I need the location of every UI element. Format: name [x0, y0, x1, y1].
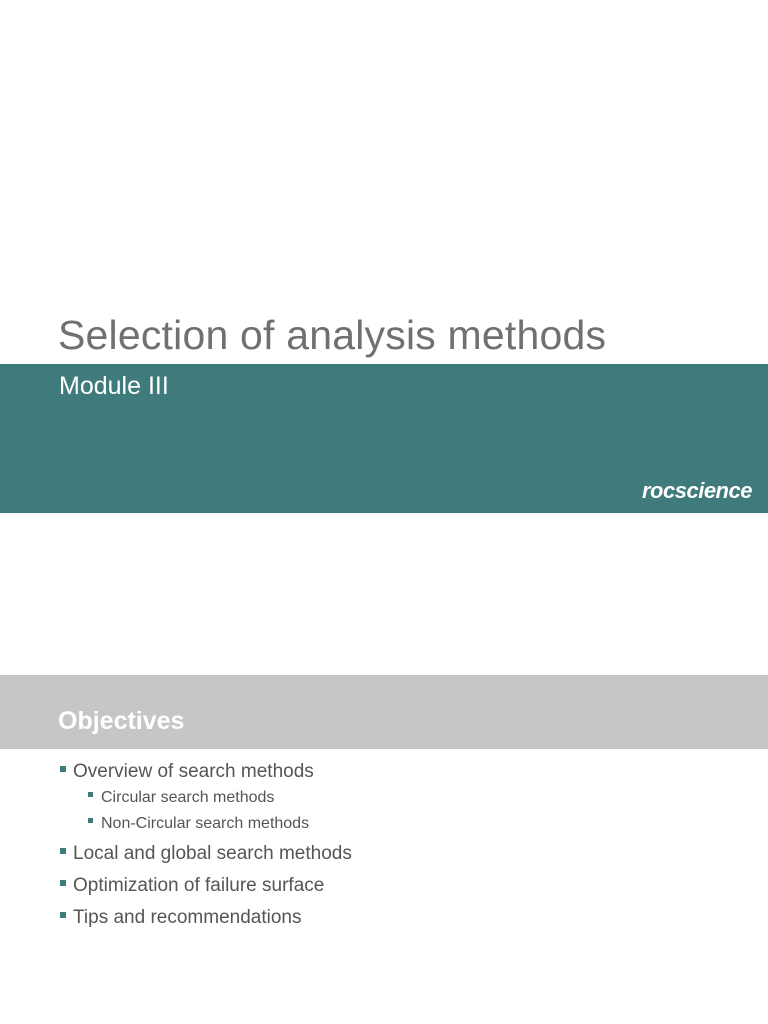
- bullet-square-icon: [60, 848, 66, 854]
- objectives-header: [0, 675, 768, 749]
- list-item-text: Non-Circular search methods: [101, 815, 310, 832]
- list-item-text: Optimization of failure surface: [73, 875, 325, 896]
- list-item-text: Tips and recommendations: [73, 907, 302, 928]
- list-item: [60, 761, 314, 783]
- slide-title: Selection of analysis methods: [58, 312, 607, 358]
- list-item: [60, 875, 324, 897]
- bullet-square-icon: [60, 766, 66, 772]
- bullet-square-icon: [60, 880, 66, 886]
- list-item-text: Overview of search methods: [73, 761, 314, 782]
- list-item: [88, 789, 274, 807]
- list-item-text: Local and global search methods: [73, 843, 352, 864]
- list-item: [60, 843, 352, 865]
- list-item: [60, 907, 301, 929]
- slide-subtitle: Module III: [59, 372, 169, 400]
- objectives-slide: [0, 513, 768, 1024]
- bullet-square-icon: [88, 818, 93, 823]
- bullet-square-icon: [88, 792, 93, 797]
- bullet-square-icon: [60, 912, 66, 918]
- svg-text:rocscience: rocscience: [642, 478, 752, 503]
- list-item: [88, 815, 309, 833]
- rocscience-logo: [640, 470, 760, 510]
- list-item-text: Circular search methods: [101, 789, 275, 806]
- objectives-title: Objectives: [58, 707, 185, 735]
